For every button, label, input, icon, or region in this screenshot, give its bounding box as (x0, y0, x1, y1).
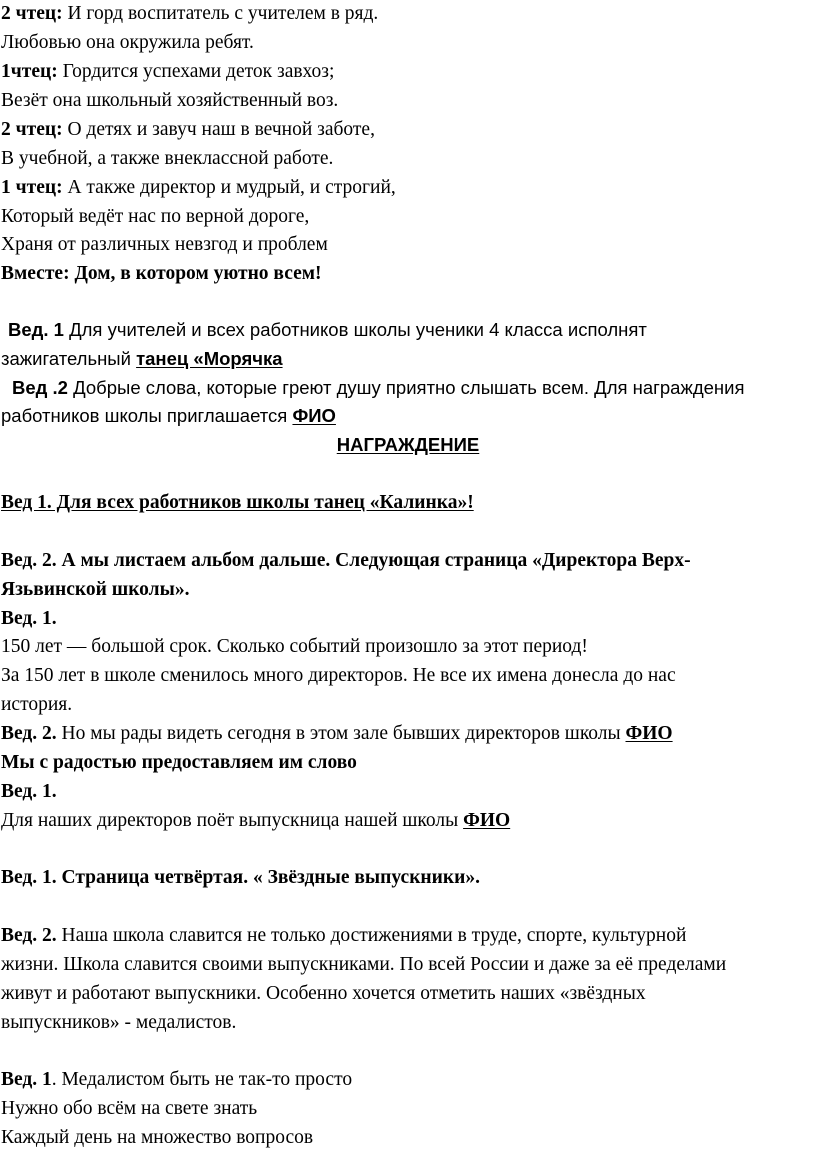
text-line: Язьвинской школы». (1, 579, 190, 600)
text-line: Вед. 2. А мы листаем альбом дальше. Следующая страница «Директора Верх- (1, 550, 691, 571)
text-line: история. (1, 694, 73, 715)
text-line: 2 чтец: О детях и завуч наш в вечной заботе, (1, 119, 375, 140)
text-line: работников школы приглашается ФИО (1, 405, 336, 426)
section-heading: НАГРАЖДЕНИЕ (336, 434, 480, 455)
text-line: живут и работают выпускники. Особенно хочется отметить наших «звёздных (1, 983, 646, 1004)
text-line: Вед. 2. Но мы рады видеть сегодня в этом зале бывших директоров школы ФИО (1, 723, 673, 744)
text-line: 1чтец: Гордится успехами деток завхоз; (1, 61, 335, 82)
text-line: Для наших директоров поёт выпускница нашей школы ФИО (1, 810, 511, 831)
text-line: зажигательный танец «Морячка (1, 348, 283, 369)
text-line: Вед .2 Добрые слова, которые греют душу приятно слышать всем. Для награждения (12, 377, 745, 398)
text-line: выпускников» - медалистов. (1, 1012, 237, 1033)
text-line: За 150 лет в школе сменилось много директоров. Не все их имена донесла до нас (1, 665, 676, 686)
text-line: Вед. 1. (1, 781, 57, 802)
text-line: 1 чтец: А также директор и мудрый, и строгий, (1, 177, 396, 198)
text-line: Вед 1. Для всех работников школы танец «Калинка»! (1, 492, 474, 513)
text-line: Вед. 1. Страница четвёртая. « Звёздные выпускники». (1, 867, 480, 888)
text-line: В учебной, а также внеклассной работе. (1, 148, 334, 169)
text-line: Храня от различных невзгод и проблем (1, 234, 328, 255)
text-line: Мы с радостью предоставляем им слово (1, 752, 357, 773)
text-line: Вед. 1. Медалистом быть не так-то просто (1, 1069, 353, 1090)
text-line: Каждый день на множество вопросов (1, 1127, 314, 1148)
text-line: Везёт она школьный хозяйственный воз. (1, 90, 339, 111)
text-line: Вед. 1 Для учителей и всех работников школы ученики 4 класса исполнят (8, 319, 647, 340)
text-line: Вед. 2. Наша школа славится не только достижениями в труде, спорте, культурной (1, 925, 687, 946)
text-line: Любовью она окружила ребят. (1, 32, 254, 53)
text-line: 2 чтец: И горд воспитатель с учителем в ряд. (1, 3, 379, 24)
text-line: жизни. Школа славится своими выпускниками. По всей России и даже за её пределами (1, 954, 727, 975)
text-line: Нужно обо всём на свете знать (1, 1098, 258, 1119)
text-line: Вместе: Дом, в котором уютно всем! (1, 263, 322, 284)
text-line: Вед. 1. (1, 608, 57, 629)
text-line: 150 лет — большой срок. Сколько событий произошло за этот период! (1, 636, 588, 657)
text-line: Который ведёт нас по верной дороге, (1, 206, 310, 227)
